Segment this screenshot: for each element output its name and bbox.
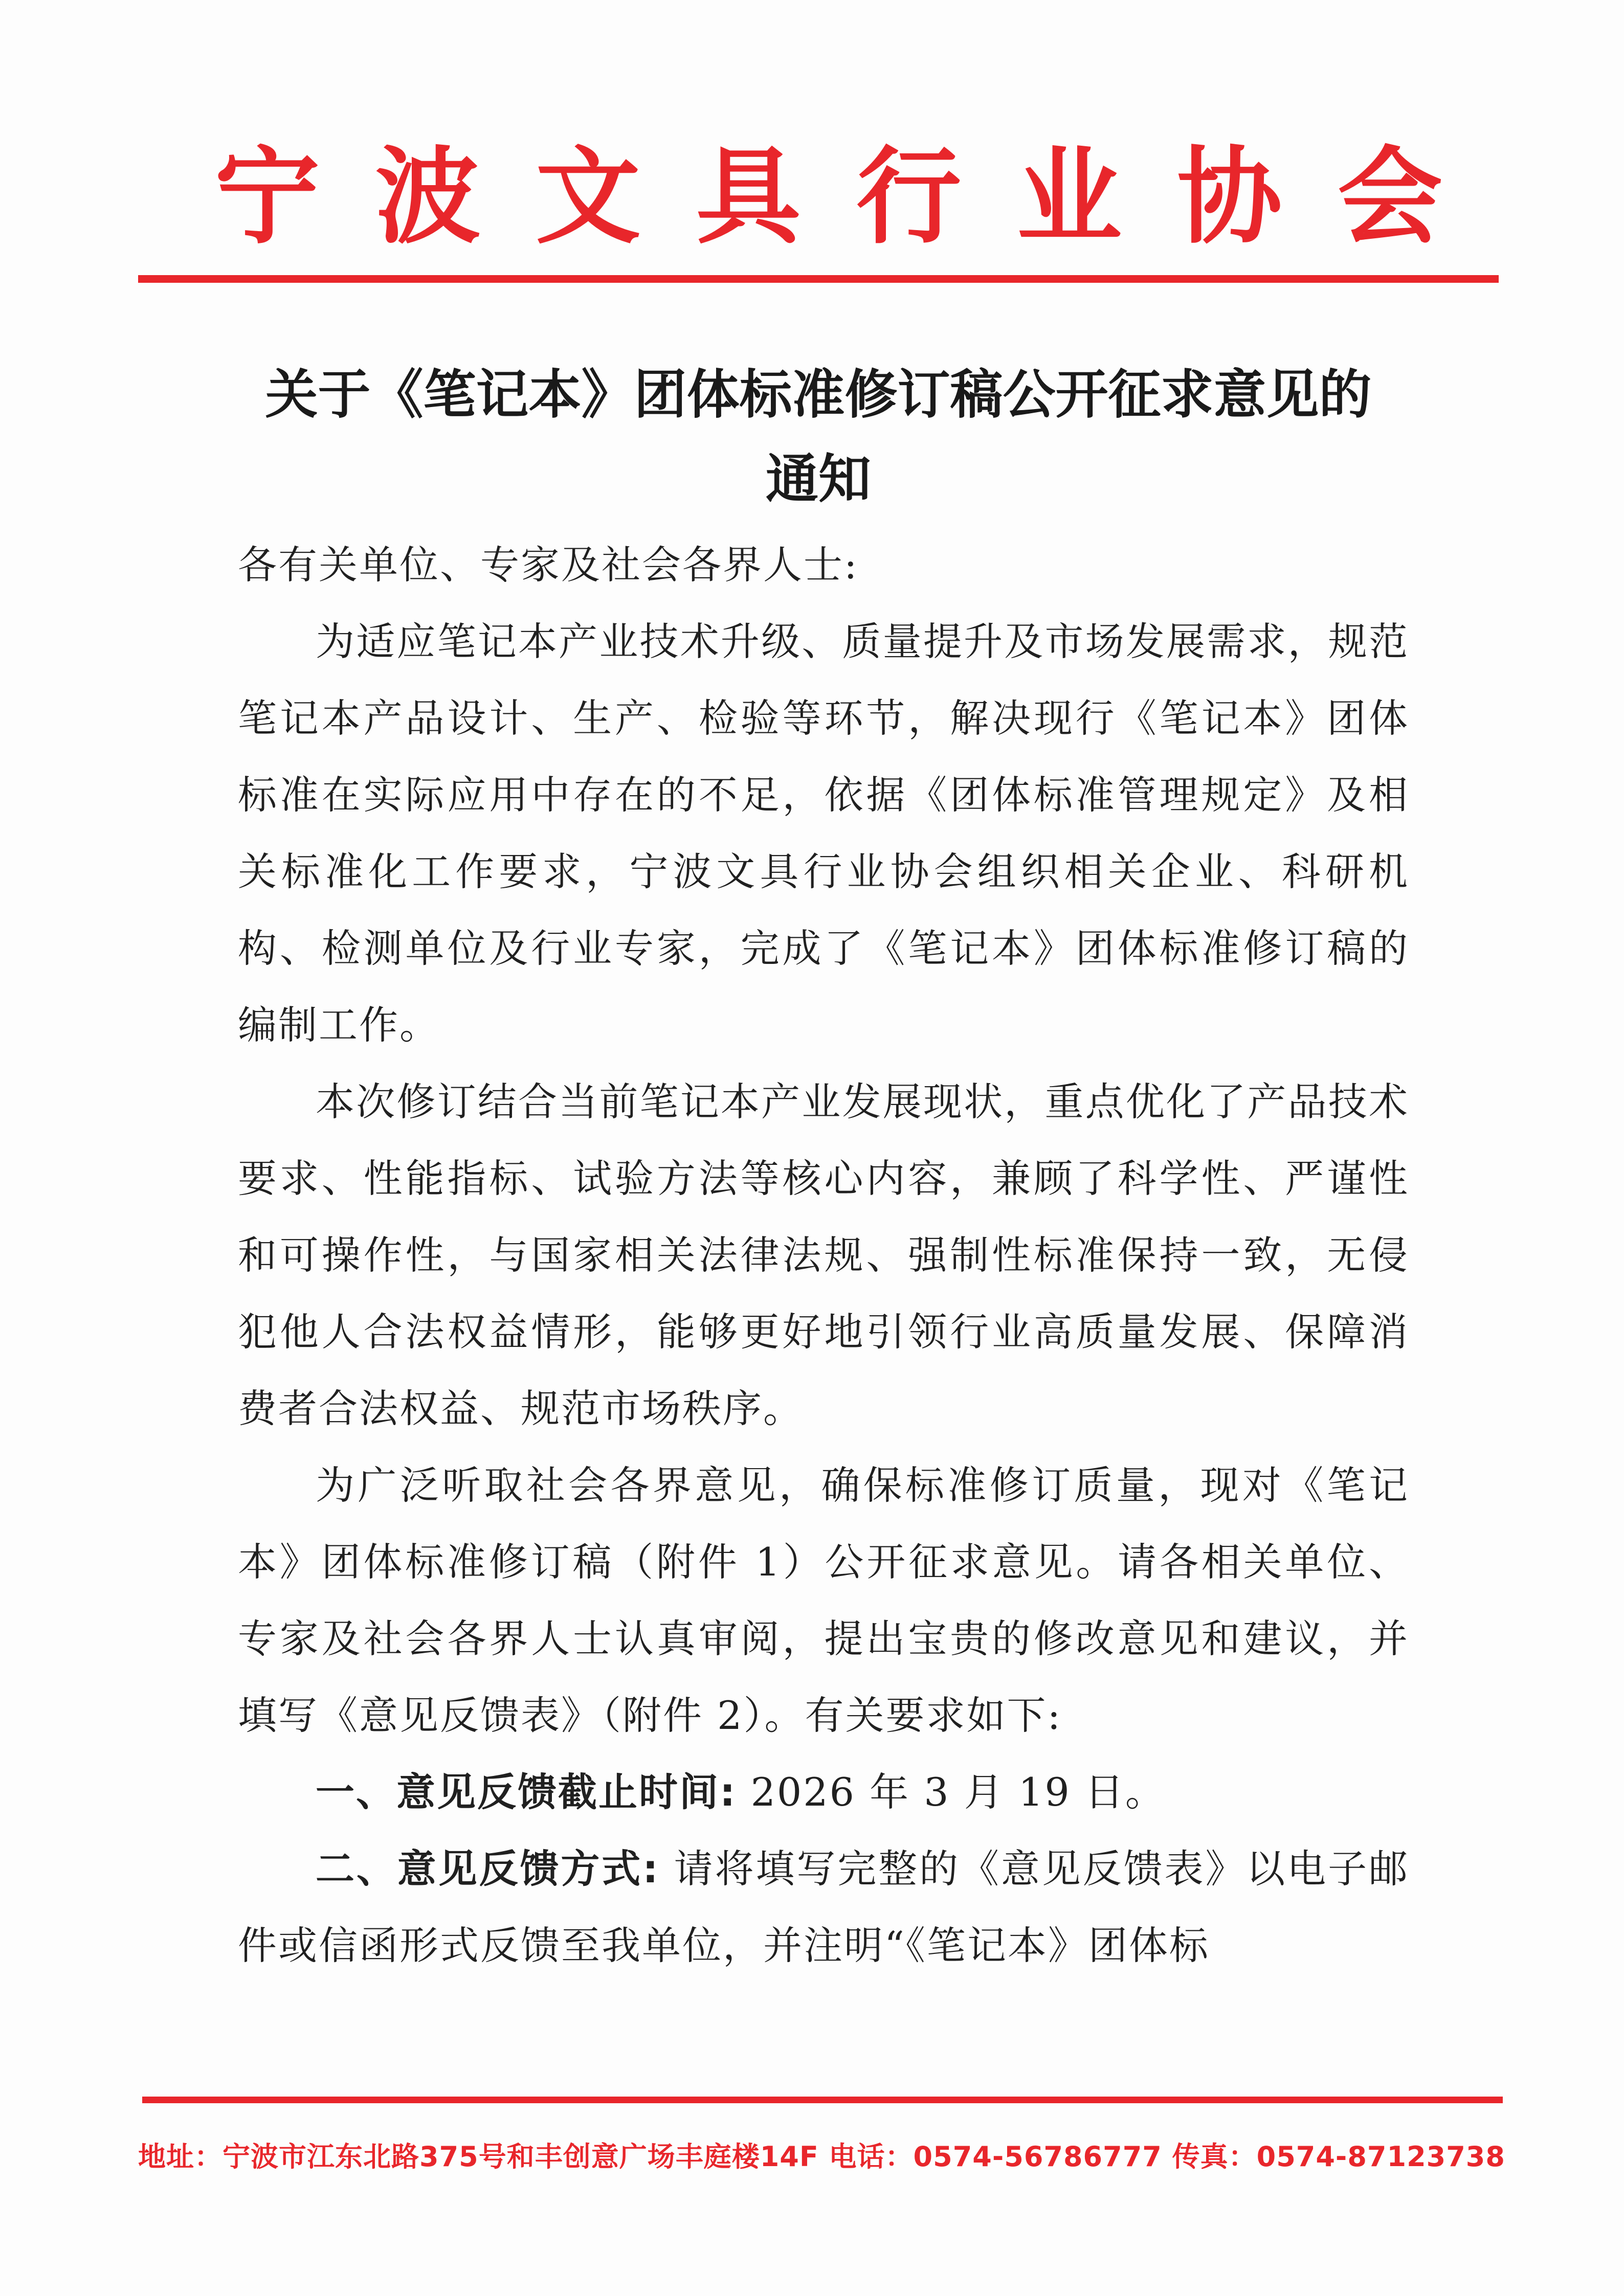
- body-paragraph-3: 为广泛听取社会各界意见，确保标准修订质量，现对《笔记本》团体标准修订稿（附件 1）公开征求意见。请各相关单位、专家及社会各界人士认真审阅，提出宝贵的修改意见和建议，并填写《意见反馈表》（附件 2）。有关要求如下:: [238, 1462, 1409, 1738]
- document-title-line-2: 通知: [766, 448, 871, 510]
- requirement-item-1: [238, 1754, 1409, 1831]
- body-paragraph-2: 本次修订结合当前笔记本产业发展现状，重点优化了产品技术要求、性能指标、试验方法等核心内容，兼顾了科学性、严谨性和可操作性，与国家相关法律法规、强制性标准保持一致，无侵犯他人合法权益情形，能够更好地引领行业高质量发展、保障消费者合法权益、规范市场秩序。: [238, 1079, 1409, 1431]
- letterhead-org-name: [215, 130, 1442, 263]
- letterhead-divider: [138, 275, 1499, 283]
- document-title: [169, 353, 1468, 522]
- letterhead-char: 具: [696, 136, 801, 258]
- requirement-label: 二、意见反馈方式:: [316, 1846, 660, 1892]
- footer-divider: [142, 2097, 1503, 2103]
- letterhead-char: 协: [1177, 136, 1282, 258]
- letterhead-char: 行: [856, 136, 962, 258]
- letterhead-char: 文: [536, 136, 641, 258]
- letterhead-char: 会: [1337, 136, 1442, 258]
- requirement-text: 请将填写完整的《意见反馈表》以电子邮件或信函形式反馈至我单位，并注明“《笔记本》团体标: [238, 1846, 1409, 1968]
- letterhead-char: 宁: [215, 136, 320, 258]
- letterhead-char: 业: [1016, 136, 1122, 258]
- requirement-item-2: [238, 1831, 1409, 1984]
- footer-contact: 地址：宁波市江东北路375号和丰创意广场丰庭楼14F 电话：0574-56786777 传真：0574-87123738: [138, 2141, 1505, 2173]
- document-body: [238, 527, 1409, 1984]
- body-paragraph-1: 为适应笔记本产业技术升级、质量提升及市场发展需求，规范笔记本产品设计、生产、检验等环节，解决现行《笔记本》团体标准在实际应用中存在的不足，依据《团体标准管理规定》及相关标准化工作要求，宁波文具行业协会组织相关企业、科研机构、检测单位及行业专家，完成了《笔记本》团体标准修订稿的编制工作。: [238, 619, 1409, 1048]
- document-title-line-1: 关于《笔记本》团体标准修订稿公开征求意见的: [265, 364, 1372, 425]
- salutation: 各有关单位、专家及社会各界人士:: [238, 542, 859, 588]
- requirement-text: 2026 年 3 月 19 日。: [737, 1769, 1166, 1815]
- letterhead-char: 波: [375, 136, 480, 258]
- requirement-label: 一、意见反馈截止时间:: [316, 1769, 737, 1815]
